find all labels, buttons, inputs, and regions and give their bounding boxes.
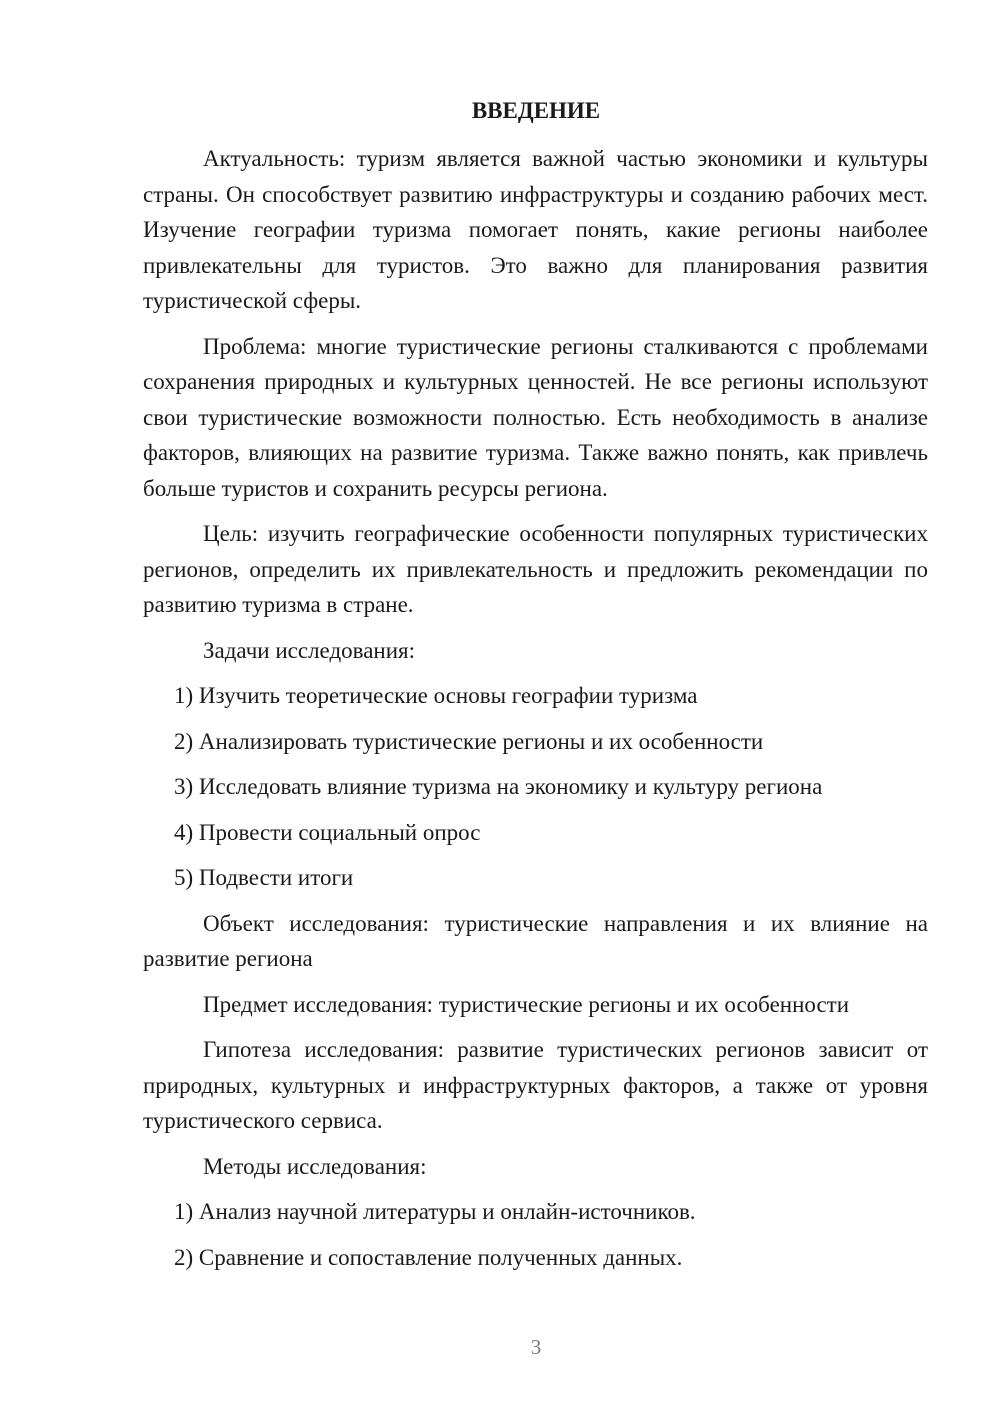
tasks-list xyxy=(143,678,928,896)
methods-heading: Методы исследования: xyxy=(203,1153,427,1179)
list-item: 2) Сравнение и сопоставление полученных данных. xyxy=(174,1244,683,1270)
paragraph-goal: Цель: изучить географические особенности популярных туристических регионов, определить их привлекательность и предложить рекомендации по развитию туризма в стране. xyxy=(143,521,928,617)
page-title: ВВЕДЕНИЕ xyxy=(471,98,601,123)
page-number: 3 xyxy=(530,1335,542,1359)
document-body xyxy=(143,141,928,1285)
methods-list xyxy=(143,1194,928,1275)
list-item: 4) Провести социальный опрос xyxy=(174,819,481,845)
list-item: 1) Изучить теоретические основы географии туризма xyxy=(174,683,698,708)
list-item: 2) Анализировать туристические регионы и их особенности xyxy=(174,728,764,754)
list-item: 3) Исследовать влияние туризма на экономику и культуру региона xyxy=(174,774,823,799)
paragraph-subject: Предмет исследования: туристические регионы и их особенности xyxy=(203,991,850,1017)
paragraph-object: Объект исследования: туристические направления и их влияние на развитие региона xyxy=(143,910,928,971)
tasks-heading: Задачи исследования: xyxy=(203,637,416,663)
paragraph-hypothesis: Гипотеза исследования: развитие туристических регионов зависит от природных, культурных и инфраструктурных факторов, а также от уровня туристического сервиса. xyxy=(143,1037,928,1133)
paragraph-problem: Проблема: многие туристические регионы сталкиваются с проблемами сохранения природных и культурных ценностей. Не все регионы используют свои туристические возможности полностью. Есть необходимость в анализе факторов, влияющих на развитие туризма. Также важно понять, как привлечь больше туристов и сохранить ресурсы региона. xyxy=(143,333,928,501)
paragraph-relevance: Актуальность: туризм является важной частью экономики и культуры страны. Он способствует развитию инфраструктуры и созданию рабочих мест. Изучение географии туризма помогает понять, какие регионы наиболее привлекательны для туристов. Это важно для планирования развития туристической сферы. xyxy=(143,146,928,313)
list-item: 5) Подвести итоги xyxy=(174,865,354,890)
list-item: 1) Анализ научной литературы и онлайн-источников. xyxy=(174,1199,696,1224)
